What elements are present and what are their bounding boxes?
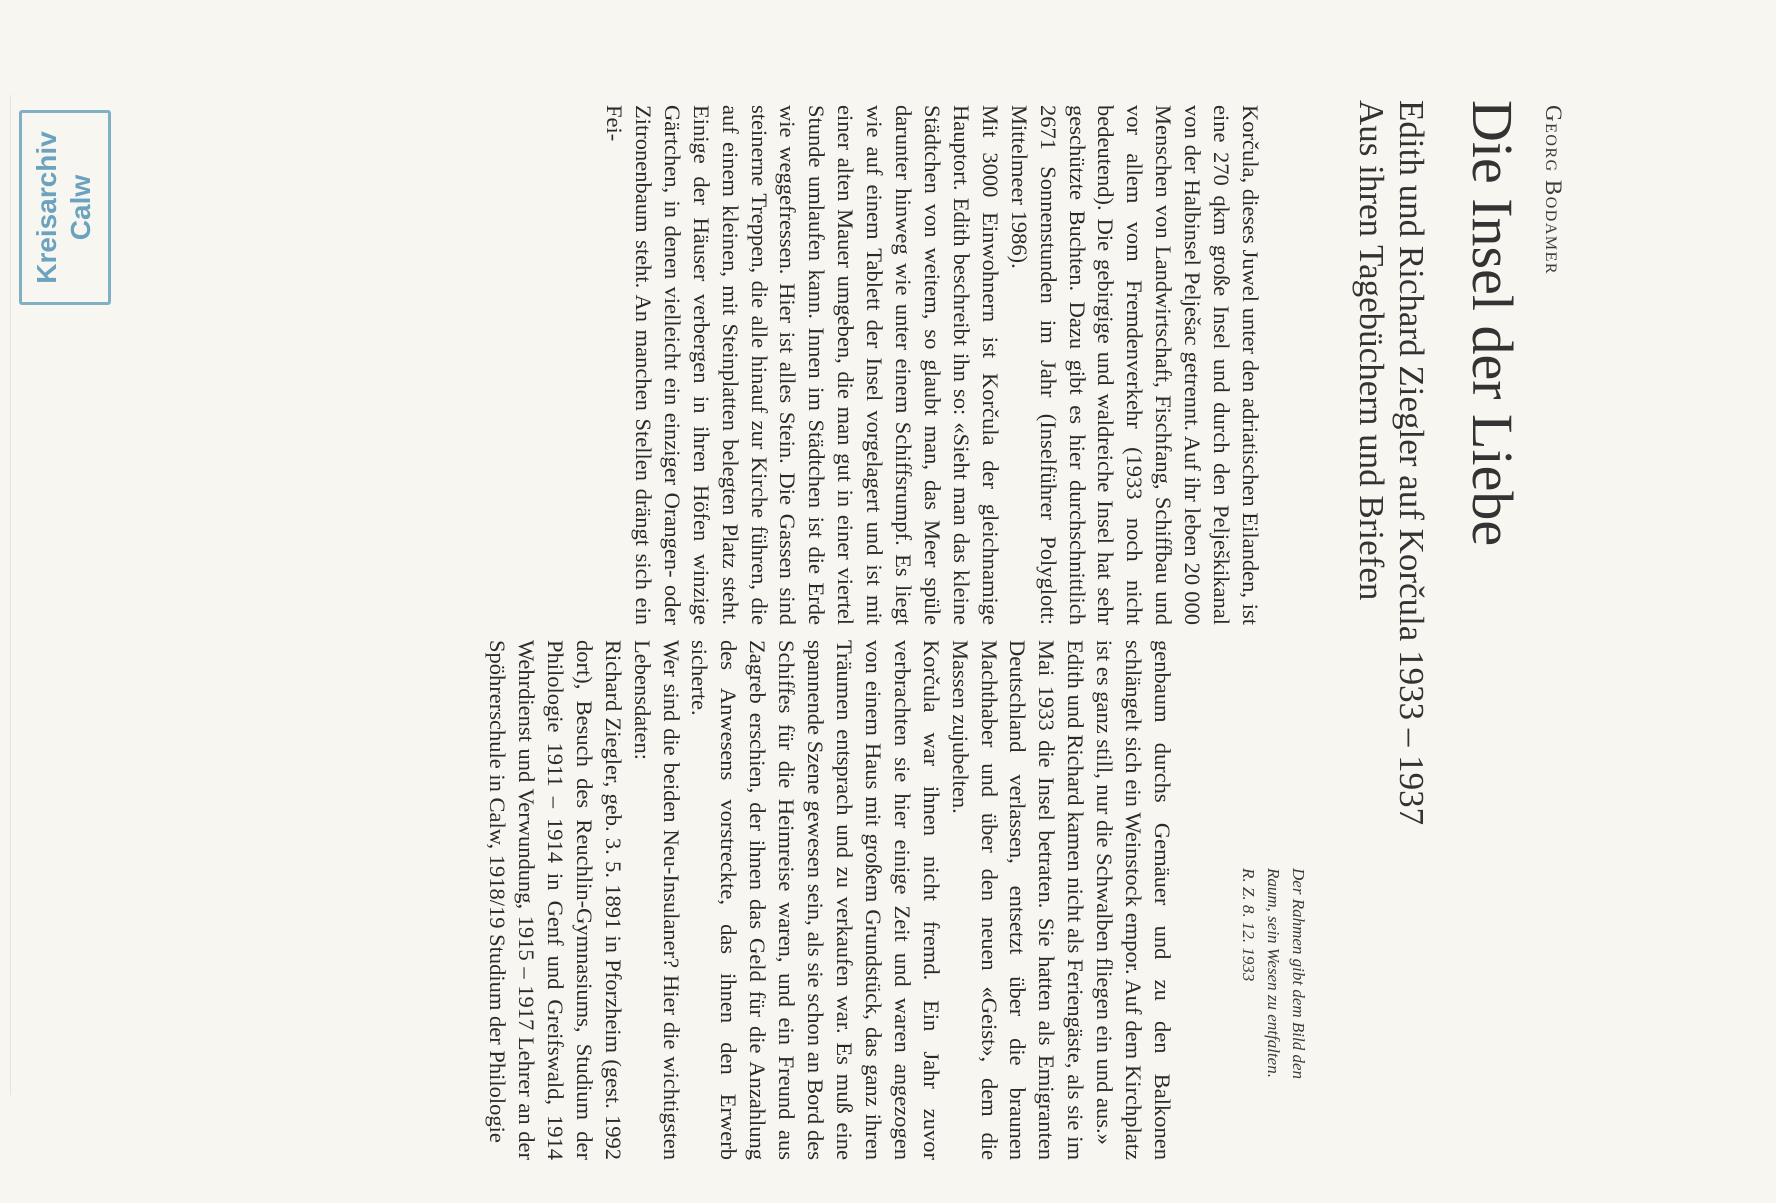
stamp-line-1: Kreisarchiv — [31, 131, 62, 284]
text-column-right — [482, 640, 1176, 1160]
paragraph: Wer sind die beiden Neu-Insulaner? Hier die wichtigsten Lebensdaten: — [629, 640, 684, 1160]
paragraph: Richard Ziegler, geb. 3. 5. 1891 in Pforzheim (gest. 1992 dort), Besuch des Reuchlin-Gymnasiums, Studium der Philologie 1911 – 1914 in Genf und Greifswald, 1914 Wehrdienst und Verwundung, 1915 – 1917 Lehrer an der Spöhrerschule in Calw, 1918/19 Studium der Philologie — [485, 640, 626, 1160]
text-column-left — [599, 105, 1264, 625]
page-edge-line — [10, 95, 11, 1095]
author-name: Georg Bodamer — [1541, 105, 1566, 276]
motto — [1236, 868, 1311, 1088]
paragraph: Edith und Richard kamen nicht als Feriengäste, als sie im Mai 1933 die Insel betraten. Sie hatten als Emigranten Deutschland verlassen, entsetzt über die braunen Machthaber und über den neuen «Geist», dem die Massen zujubelten. — [947, 640, 1089, 1160]
paragraph: Mit 3000 Einwohnern ist Korčula der gleichnamige Hauptort. Edith beschreibt ihn so: «Sieht man das kleine Städtchen von weitem, so glaubt man, das Meer spüle darunter hinweg wie unter einem Schiffsrumpf. Es liegt wie auf einem Tablett der Insel vorgelagert und ist mit einer alten Mauer umgeben, die man gut in einer viertel Stunde umlaufen kann. Innen im Städtchen ist die Erde wie weggefressen. Hier ist alles Stein. Die Gassen sind steinerne Treppen, die alle hinauf zur Kirche führen, die auf einem kleinen, mit Steinplatten belegten Platz steht. Einige der Häuser verbergen in ihren Höfen winzige Gärtchen, in denen vielleicht ein einziger Orangen- oder Zitronenbaum steht. An manchen Stellen drängt sich ein Fei- — [602, 105, 1003, 625]
paragraph: genbaum durchs Gemäuer und zu den Balkonen schlängelt sich ein Weinstock empor. Auf dem Kirchplatz ist es ganz still, nur die Schwalben fliegen ein und aus.» — [1092, 640, 1175, 1160]
article-title: Die Insel der Liebe — [1460, 100, 1525, 547]
article-subtitle — [1351, 100, 1431, 825]
subtitle-line-2: Aus ihren Tagebüchern und Briefen — [1352, 100, 1391, 601]
archive-stamp — [19, 110, 111, 305]
subtitle-line-1: Edith und Richard Ziegler auf Korčula 1933 – 1937 — [1392, 100, 1431, 826]
motto-text: Der Rahmen gibt dem Bild den Raum, sein Wesen zu entfalten. — [1264, 868, 1308, 1080]
paragraph: Korčula, dieses Juwel unter den adriatischen Eilanden, ist eine 270 qkm große Insel und durch den Pelješkikanal von der Halbinsel Pelješac getrennt. Auf ihr leben 20 000 Menschen von Landwirtschaft, Fischfang, Schiffbau und vor allem vom Fremdenverkehr (1933 noch nicht bedeutend). Die gebirgige und waldreiche Insel hat sehr geschützte Buchten. Dazu gibt es hier durchschnittlich 2671 Sonnenstunden im Jahr (Inselführer Polyglott: Mittelmeer 1986). — [1006, 105, 1263, 625]
paragraph: Korčula war ihnen nicht fremd. Ein Jahr zuvor verbrachten sie hier einige Zeit und waren angezogen von einem Haus mit großem Grundstück, das ganz ihren Träumen entsprach und zu verkaufen war. Es muß eine spannende Szene gewesen sein, als sie schon an Bord des Schiffes für die Heimreise waren, und ein Freund aus Zagreb erschien, der ihnen das Geld für die Anzahlung des Anwesens vorstreckte, das ihnen den Erwerb sicherte. — [687, 640, 944, 1160]
motto-signature: R. Z. 8. 12. 1933 — [1239, 868, 1258, 982]
stamp-line-2: Calw — [65, 174, 96, 241]
